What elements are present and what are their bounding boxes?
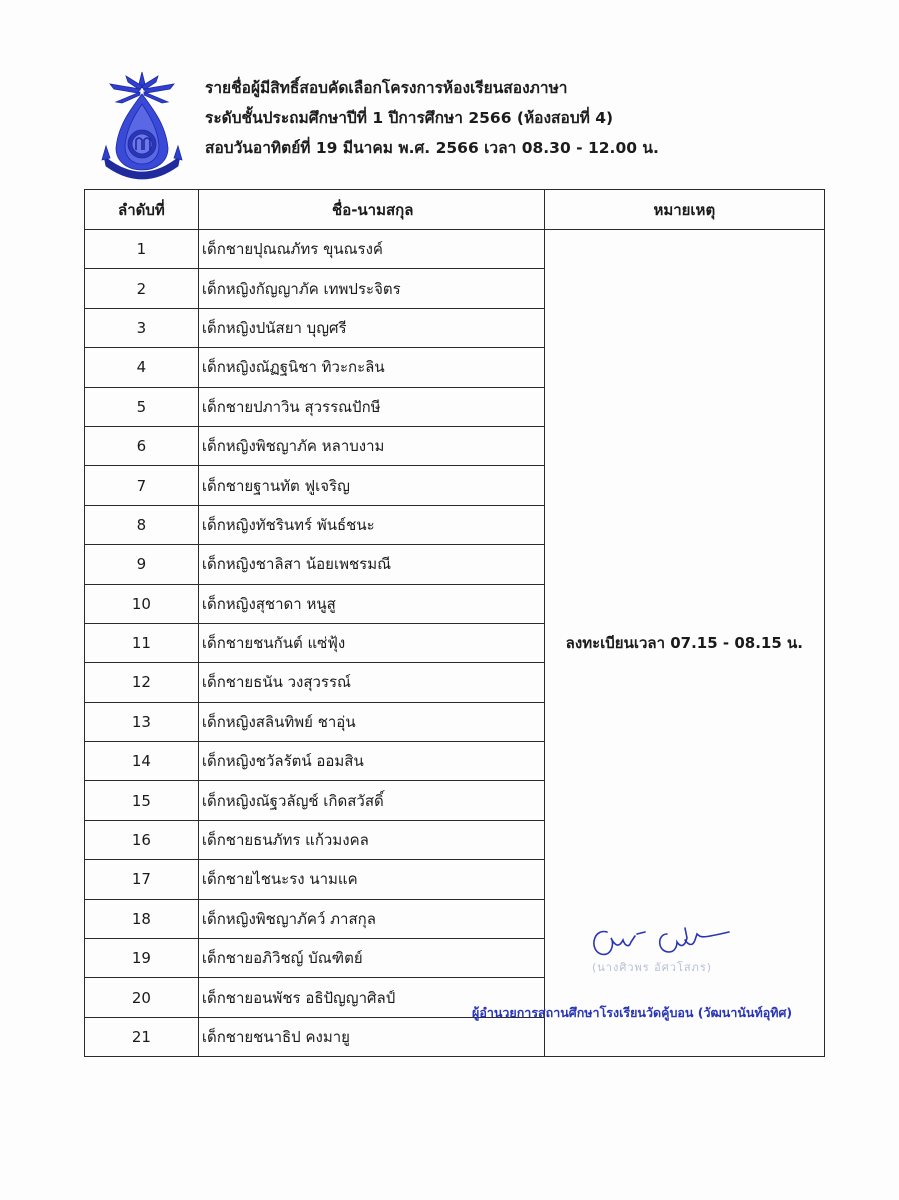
row-number: 13 — [85, 702, 199, 741]
candidate-name: เด็กชายชนาธิป คงมายู — [198, 1017, 544, 1056]
candidate-name: เด็กหญิงทัชรินทร์ พันธ์ชนะ — [198, 505, 544, 544]
row-number: 6 — [85, 426, 199, 465]
row-number: 20 — [85, 978, 199, 1017]
signatory-name: (นางศิวพร อัศวโสภร) — [592, 961, 713, 974]
candidate-name: เด็กชายอนพัชร อธิปัญญาศิลป์ — [198, 978, 544, 1017]
school-emblem-logo — [98, 70, 186, 182]
candidate-name: เด็กชายธนัน วงสุวรรณ์ — [198, 663, 544, 702]
candidate-name: เด็กหญิงณัฐวลัญช์ เกิดสวัสดิ์ — [198, 781, 544, 820]
row-number: 3 — [85, 308, 199, 347]
candidate-name: เด็กชายชนกันต์ แซ่ฟุ้ง — [198, 623, 544, 662]
table-header-row — [85, 190, 825, 230]
row-number: 15 — [85, 781, 199, 820]
candidate-name: เด็กหญิงกัญญาภัค เทพประจิตร — [198, 269, 544, 308]
table-row — [85, 230, 825, 269]
candidate-name: เด็กชายปภาวิน สุวรรณปักษี — [198, 387, 544, 426]
row-number: 17 — [85, 860, 199, 899]
candidate-name: เด็กชายไชนะรง นามแค — [198, 860, 544, 899]
row-number: 1 — [85, 230, 199, 269]
candidate-name: เด็กชายอภิวิชญ์ บัณฑิตย์ — [198, 939, 544, 978]
heading-line-3: สอบวันอาทิตย์ที่ 19 มีนาคม พ.ศ. 2566 เวลา 08.30 - 12.00 น. — [205, 139, 659, 157]
candidate-name: เด็กชายธนภัทร แก้วมงคล — [198, 820, 544, 859]
row-number: 7 — [85, 466, 199, 505]
candidate-name: เด็กหญิงณัฏฐนิชา ทิวะกะลิน — [198, 348, 544, 387]
column-header-note: หมายเหตุ — [544, 190, 824, 230]
column-header-name: ชื่อ-นามสกุล — [198, 190, 544, 230]
candidate-name: เด็กหญิงชวัลรัตน์ ออมสิน — [198, 742, 544, 781]
candidate-name: เด็กหญิงสลินทิพย์ ชาอุ่น — [198, 702, 544, 741]
row-number: 4 — [85, 348, 199, 387]
heading-line-2: ระดับชั้นประถมศึกษาปีที่ 1 ปีการศึกษา 2566 (ห้องสอบที่ 4) — [205, 109, 614, 127]
candidate-name: เด็กหญิงพิชญาภัคว์ ภาสกุล — [198, 899, 544, 938]
signature-mark — [585, 922, 735, 962]
document-heading — [205, 76, 659, 166]
row-number: 18 — [85, 899, 199, 938]
row-number: 14 — [85, 742, 199, 781]
column-header-number: ลำดับที่ — [85, 190, 199, 230]
candidate-name: เด็กหญิงสุชาดา หนูสู — [198, 584, 544, 623]
row-number: 9 — [85, 545, 199, 584]
row-number: 11 — [85, 623, 199, 662]
row-number: 21 — [85, 1017, 199, 1056]
row-number: 8 — [85, 505, 199, 544]
signatory-position: ผู้อำนวยการสถานศึกษาโรงเรียนวัดคู้บอน (วัฒนานันท์อุทิศ) — [472, 1005, 793, 1020]
candidate-name: เด็กชายฐานทัต ฟูเจริญ — [198, 466, 544, 505]
row-number: 16 — [85, 820, 199, 859]
registration-time-note: ลงทะเบียนเวลา 07.15 - 08.15 น. — [565, 634, 803, 653]
row-number: 12 — [85, 663, 199, 702]
heading-line-1: รายชื่อผู้มีสิทธิ์สอบคัดเลือกโครงการห้องเรียนสองภาษา — [205, 79, 568, 97]
candidate-name: เด็กหญิงชาลิสา น้อยเพชรมณี — [198, 545, 544, 584]
candidate-name: เด็กชายปุณณภัทร ขุนณรงค์ — [198, 230, 544, 269]
row-number: 2 — [85, 269, 199, 308]
candidate-name: เด็กหญิงพิชญาภัค หลาบงาม — [198, 426, 544, 465]
row-number: 10 — [85, 584, 199, 623]
row-number: 19 — [85, 939, 199, 978]
row-number: 5 — [85, 387, 199, 426]
candidate-name: เด็กหญิงปนัสยา บุญศรี — [198, 308, 544, 347]
